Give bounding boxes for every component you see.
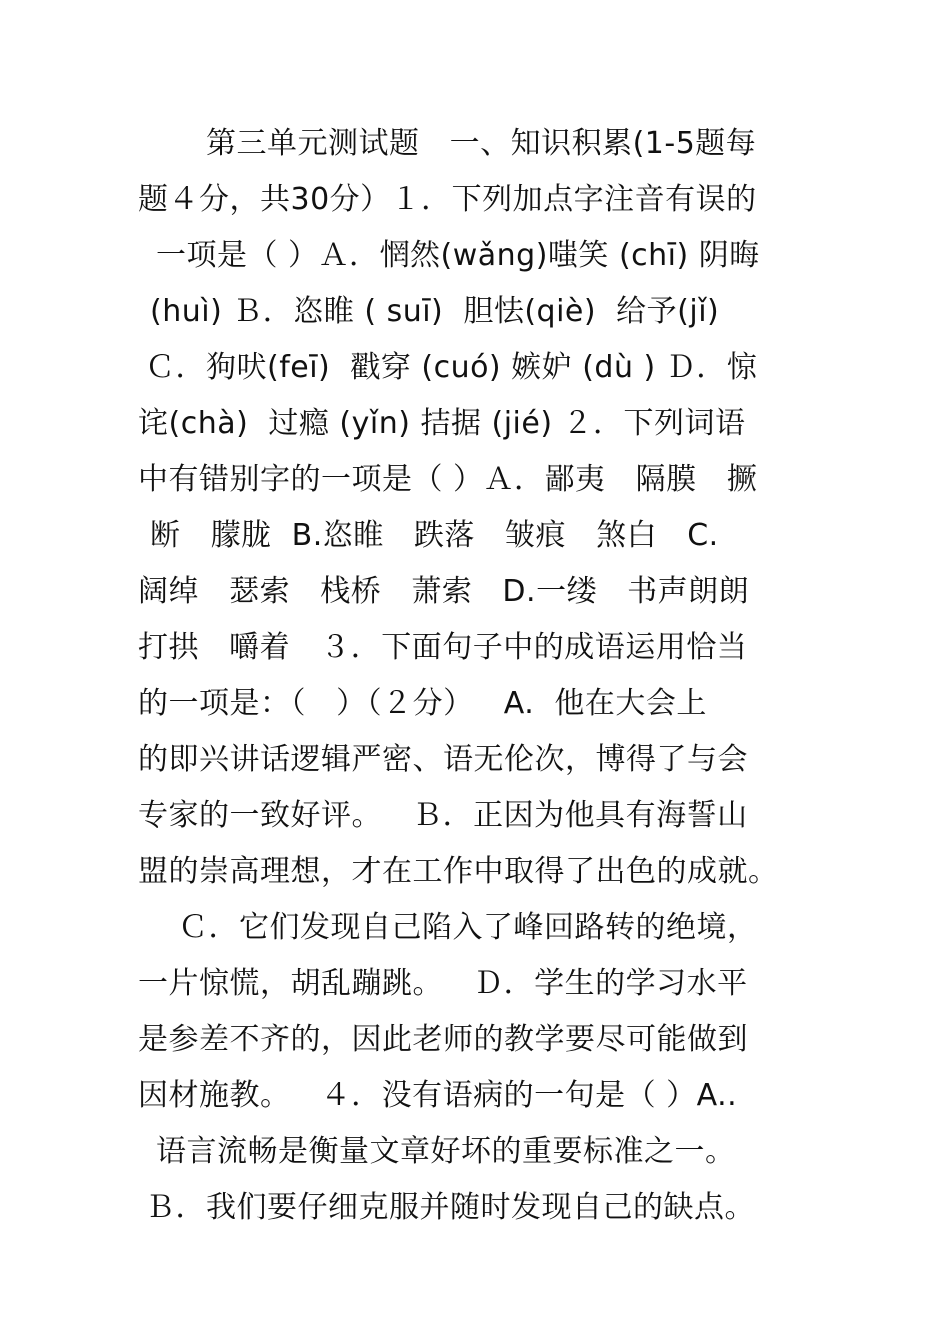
text-line: 是参差不齐的，因此老师的教学要尽可能做到: [138, 1022, 748, 1057]
text-line: 因材施教。 ４．没有语病的一句是（ ）A..: [138, 1078, 738, 1113]
text-line: 诧(chà) 过瘾 (yǐn) 拮据 (jié) ２．下列词语: [138, 406, 746, 441]
text-line: 的一项是：（ ）（２分） A. 他在大会上: [138, 686, 707, 721]
text-line: 第三单元测试题 一、知识积累(1-5题每: [206, 126, 757, 161]
text-line: 一项是（ ）Ａ．惘然(wǎng)嗤笑 (chī) 阴晦: [156, 238, 760, 273]
text-line: 语言流畅是衡量文章好坏的重要标准之一。: [156, 1134, 736, 1169]
text-line: 中有错别字的一项是（ ）Ａ．鄙夷 隔膜 撅: [138, 462, 758, 497]
text-line: Ｃ．狗吠(feī) 戳穿 (cuó) 嫉妒 (dù ) Ｄ．惊: [145, 350, 758, 385]
text-line: (huì) Ｂ．恣睢 ( suī) 胆怯(qiè) 给予(jǐ): [150, 294, 720, 329]
text-line: 一片惊慌，胡乱蹦跳。 Ｄ．学生的学习水平: [138, 966, 748, 1001]
text-line: 断 朦胧 B.恣睢 跌落 皱痕 煞白 C.: [150, 518, 719, 553]
text-line: 题４分，共30分）１．下列加点字注音有误的: [138, 182, 757, 217]
text-line: 的即兴讲话逻辑严密、语无伦次，博得了与会: [138, 742, 748, 777]
text-line: 盟的崇高理想，才在工作中取得了出色的成就。: [138, 854, 779, 889]
text-line: 专家的一致好评。 Ｂ．正因为他具有海誓山: [138, 798, 748, 833]
text-line: Ｂ．我们要仔细克服并随时发现自己的缺点。: [145, 1190, 755, 1225]
text-line: Ｃ．它们发现自己陷入了峰回路转的绝境，: [178, 910, 758, 945]
text-line: 阔绰 瑟索 栈桥 萧索 D.一缕 书声朗朗: [138, 574, 750, 609]
text-line: 打拱 嚼着 ３．下面句子中的成语运用恰当: [138, 630, 748, 665]
